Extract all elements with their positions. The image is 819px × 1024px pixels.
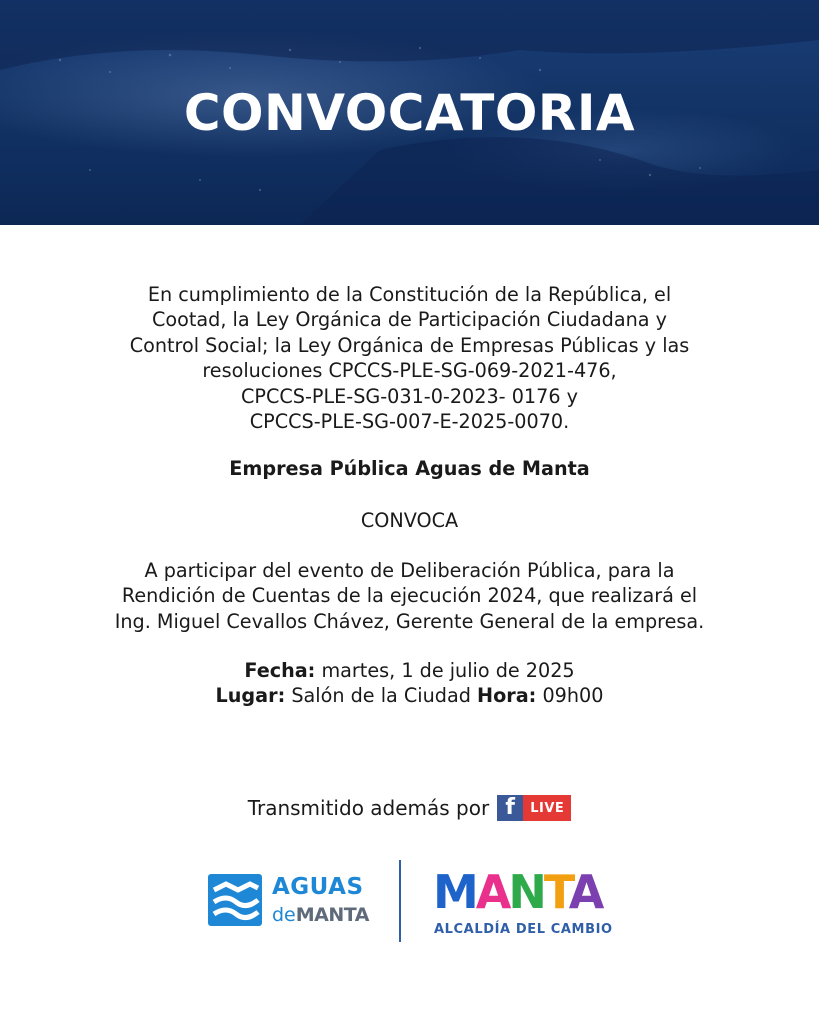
intro-line: CPCCS-PLE-SG-007-E-2025-0070. bbox=[249, 410, 570, 434]
manta-letter: M bbox=[433, 865, 476, 919]
manta-letter: A bbox=[475, 865, 509, 919]
company-name: Empresa Pública Aguas de Manta bbox=[229, 457, 590, 480]
aguas-manta-word: MANTA bbox=[295, 904, 369, 926]
event-details bbox=[60, 658, 759, 709]
invitation-line: Rendición de Cuentas de la ejecución 2024, que realizará el bbox=[121, 584, 698, 608]
fecha-label: Fecha: bbox=[244, 659, 316, 682]
invitation-line: Ing. Miguel Cevallos Chávez, Gerente General de la empresa. bbox=[114, 609, 705, 633]
intro-line: Control Social; la Ley Orgánica de Empresas Públicas y las bbox=[129, 333, 690, 357]
manta-letter: A bbox=[568, 865, 602, 919]
header-banner bbox=[0, 0, 819, 225]
aguas-de-word: de bbox=[272, 904, 296, 926]
manta-letter: T bbox=[543, 865, 569, 919]
intro-line: CPCCS-PLE-SG-031-0-2023- 0176 y bbox=[241, 384, 578, 408]
invitation-line: A participar del evento de Deliberación Pública, para la bbox=[144, 559, 675, 582]
lugar-label: Lugar: bbox=[215, 684, 286, 708]
footer-logos bbox=[0, 858, 819, 944]
intro-line: resoluciones CPCCS-PLE-SG-069-2021-476, bbox=[202, 359, 617, 383]
fecha-value: martes, 1 de julio de 2025 bbox=[321, 659, 575, 682]
page-title: CONVOCATORIA bbox=[183, 84, 636, 142]
manta-alcaldia-logo bbox=[433, 866, 623, 942]
stream-text: Transmitido además por bbox=[247, 796, 490, 820]
event-place-time bbox=[60, 683, 759, 708]
lugar-value: Salón de la Ciudad bbox=[291, 684, 471, 708]
manta-tagline bbox=[434, 922, 613, 937]
intro-paragraph bbox=[60, 282, 759, 434]
aguas-word: AGUAS bbox=[272, 874, 364, 900]
stream-notice bbox=[0, 795, 819, 821]
logo-divider bbox=[399, 860, 401, 942]
event-date bbox=[60, 658, 759, 683]
hora-label: Hora: bbox=[477, 684, 537, 708]
convoca-heading: CONVOCA bbox=[360, 509, 459, 532]
intro-line: Cootad, la Ley Orgánica de Participación Ciudadana y bbox=[152, 308, 667, 332]
manta-letter: N bbox=[508, 865, 544, 919]
aguas-subtitle bbox=[272, 904, 369, 926]
aguas-de-manta-logo bbox=[206, 872, 376, 930]
facebook-live-badge[interactable] bbox=[497, 795, 571, 821]
tagline-prefix: ALCALDÍA DEL bbox=[434, 922, 551, 937]
manta-word bbox=[433, 866, 601, 918]
invitation-paragraph bbox=[60, 558, 759, 634]
aguas-wave-icon bbox=[206, 872, 264, 928]
hora-value: 09h00 bbox=[542, 684, 604, 708]
tagline-cambio: CAMBIO bbox=[550, 922, 613, 937]
facebook-icon: f bbox=[497, 795, 523, 821]
live-label: LIVE bbox=[523, 795, 571, 821]
intro-line: En cumplimiento de la Constitución de la República, el bbox=[147, 283, 672, 306]
